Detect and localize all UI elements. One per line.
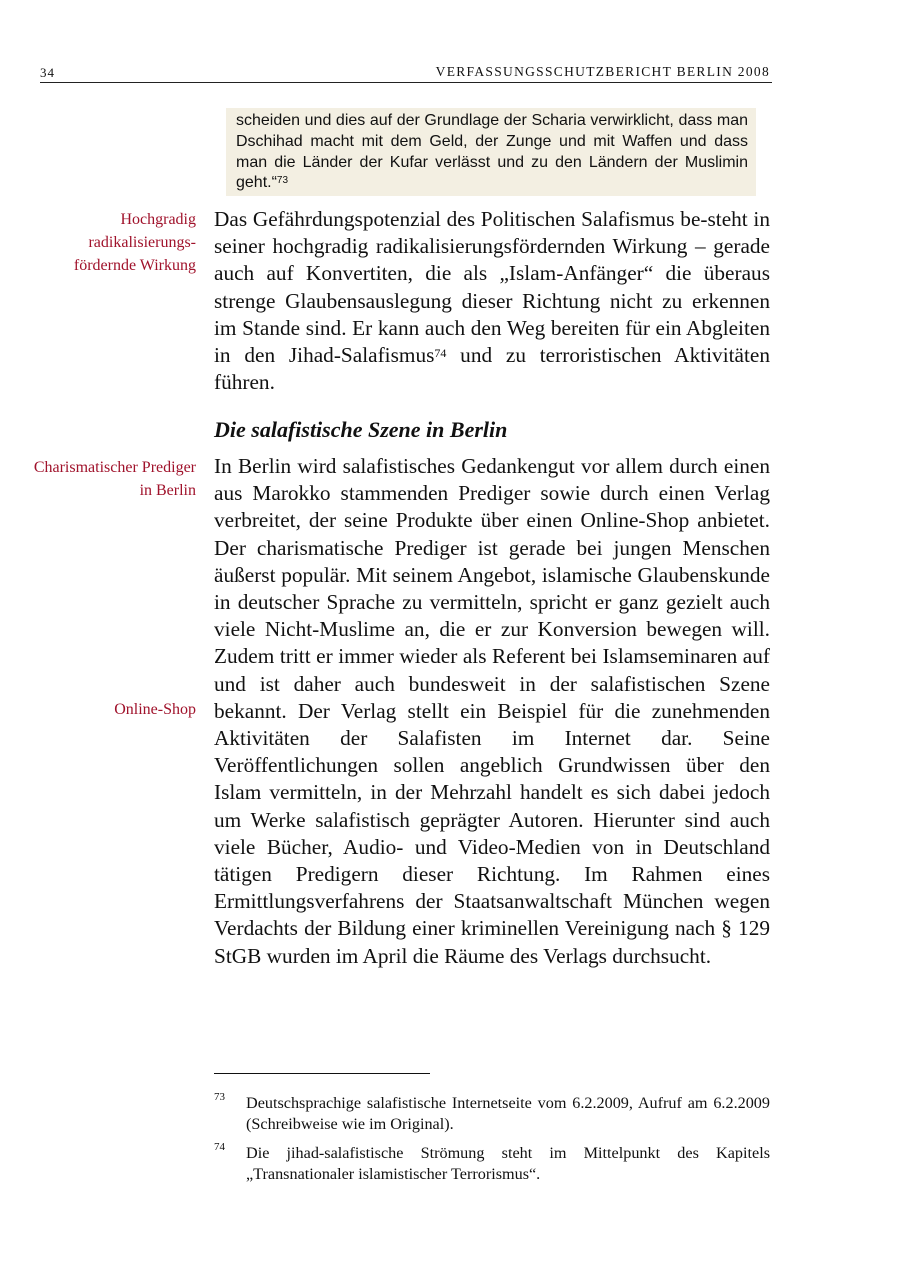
- running-title: VERFASSUNGSSCHUTZBERICHT BERLIN 2008: [435, 64, 770, 79]
- footnote-number: 74: [214, 1141, 225, 1153]
- section-heading: Die salafistische Szene in Berlin: [214, 417, 508, 442]
- footnote-text: Die jihad-salafistische Strömung steht im Mittelpunkt des Kapitels „Transnationaler islamistischer Terrorismus“.: [246, 1144, 770, 1183]
- margin-note-preacher: Charismatischer Prediger in Berlin: [33, 459, 196, 499]
- paragraph-1-text: Das Gefährdungspotenzial des Politischen Salafismus be-steht in seiner hochgradig radikalisierungsfördernden Wirkung – gerade auch auf Konvertiten, die als „Islam-Anfänger“ die überaus strenge Glaubensauslegung dieser Richtung nicht zu erkennen im Stande sind. Er kann auch den Weg bereiten für ein Abgleiten in den Jihad-Salafismus: [214, 207, 770, 368]
- paragraph-1-text-end: und zu terroristischen Aktivitäten führen.: [214, 343, 770, 395]
- footnote-divider: [214, 1073, 430, 1074]
- paragraph-berlin-scene: In Berlin wird salafistisches Gedankengut vor allem durch einen aus Marokko stammenden Prediger sowie durch einen Verlag verbreitet, der seine Produkte über einen Online-Shop anbietet. Der charismatische Prediger ist gerade bei jungen Menschen äußerst populär. Mit seinem Angebot, islamische Glaubenskunde in deutscher Sprache zu vermitteln, spricht er ganz gezielt auch viele Nicht-Muslime an, die er zur Konversion bewegen will. Zudem tritt er immer wieder als Referent bei Islamseminaren auf und ist daher auch bundesweit in der salafistischen Szene bekannt. Der Verlag stellt ein Beispiel für die zunehmenden Aktivitäten der Salafisten im Internet dar. Seine Veröffentlichungen sollen angeblich Grundwissen über den Islam vermitteln, in der Mehrzahl handelt es sich dabei jedoch um Werke salafistisch geprägter Autoren. Hierunter sind auch viele Bücher, Audio- und Video-Medien von in Deutschland tätigen Predigern dieser Richtung. Im Rahmen eines Ermittlungsverfahrens der Staatsanwaltschaft München wegen Verdachts der Bildung einer kriminellen Vereinigung nach § 129 StGB wurden im April die Räume des Verlags durchsucht.: [214, 454, 770, 968]
- paragraph-salafism-potential: [214, 206, 770, 396]
- page-number: 34: [40, 65, 55, 80]
- margin-note-online-shop: Online-Shop: [114, 701, 196, 718]
- quote-box: [226, 108, 756, 196]
- footnote-text: Deutschsprachige salafistische Internetseite vom 6.2.2009, Aufruf am 6.2.2009 (Schreibweise wie im Original).: [246, 1094, 770, 1133]
- footnote-number: 73: [214, 1091, 225, 1103]
- margin-note-radicalization: Hochgradig radikalisierungs-fördernde Wirkung: [73, 211, 196, 274]
- footnote-73: [214, 1093, 770, 1135]
- footnote-74: [214, 1143, 770, 1185]
- page-header: [40, 62, 772, 83]
- quote-footnote-ref[interactable]: 73: [276, 175, 289, 187]
- quote-text: scheiden und dies auf der Grundlage der Scharia verwirklicht, dass man Dschihad macht mit dem Geld, der Zunge und mit Waffen und dass man die Länder der Kufar verlässt und zu den Ländern der Muslimin geht.“: [236, 112, 748, 192]
- footnote-ref-74[interactable]: 74: [434, 346, 447, 361]
